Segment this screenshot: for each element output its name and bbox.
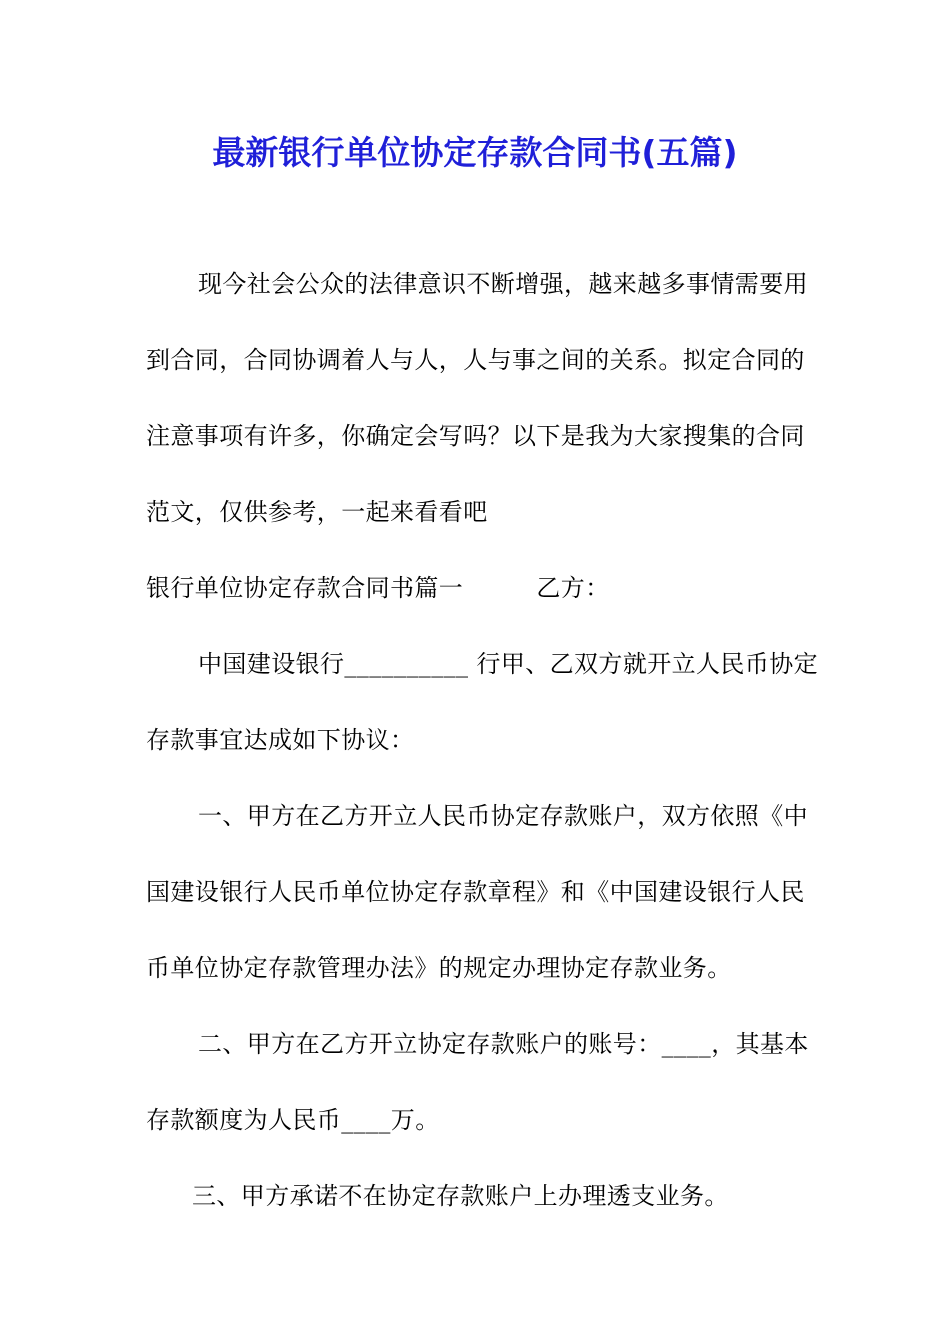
text-line: 到合同，合同协调着人与人，人与事之间的关系。拟定合同的 xyxy=(146,346,805,374)
text-line: 币单位协定存款管理办法》的规定办理协定存款业务。 xyxy=(146,954,732,982)
text-line: 存款事宜达成如下协议： xyxy=(146,726,415,754)
clause-three xyxy=(146,1158,806,1234)
clause-two xyxy=(146,1006,809,1158)
party-paragraph xyxy=(146,626,819,778)
text-line: 范文，仅供参考，一起来看看吧 xyxy=(146,498,488,526)
clause-one xyxy=(146,778,806,1006)
text-line: 注意事项有许多，你确定会写吗？以下是我为大家搜集的合同 xyxy=(146,422,805,450)
intro-paragraph xyxy=(146,246,806,550)
text-line: 三、甲方承诺不在协定存款账户上办理透支业务。 xyxy=(192,1182,729,1210)
text-line: 现今社会公众的法律意识不断增强，越来越多事情需要用 xyxy=(198,270,808,298)
text-line: 一、甲方在乙方开立人民币协定存款账户，双方依照《中 xyxy=(198,802,808,830)
text-line: 银行单位协定存款合同书篇一 乙方： xyxy=(146,574,610,602)
section-heading xyxy=(146,550,806,626)
text-line: 中国建设银行__________ 行甲、乙双方就开立人民币协定 xyxy=(198,650,819,678)
document-body xyxy=(146,246,819,1234)
text-line: 存款额度为人民币____万。 xyxy=(146,1106,440,1134)
text-line: 国建设银行人民币单位协定存款章程》和《中国建设银行人民 xyxy=(146,878,805,906)
text-line: 二、甲方在乙方开立协定存款账户的账号：____，其基本 xyxy=(198,1030,809,1058)
document-title: 最新银行单位协定存款合同书(五篇) xyxy=(212,133,738,172)
